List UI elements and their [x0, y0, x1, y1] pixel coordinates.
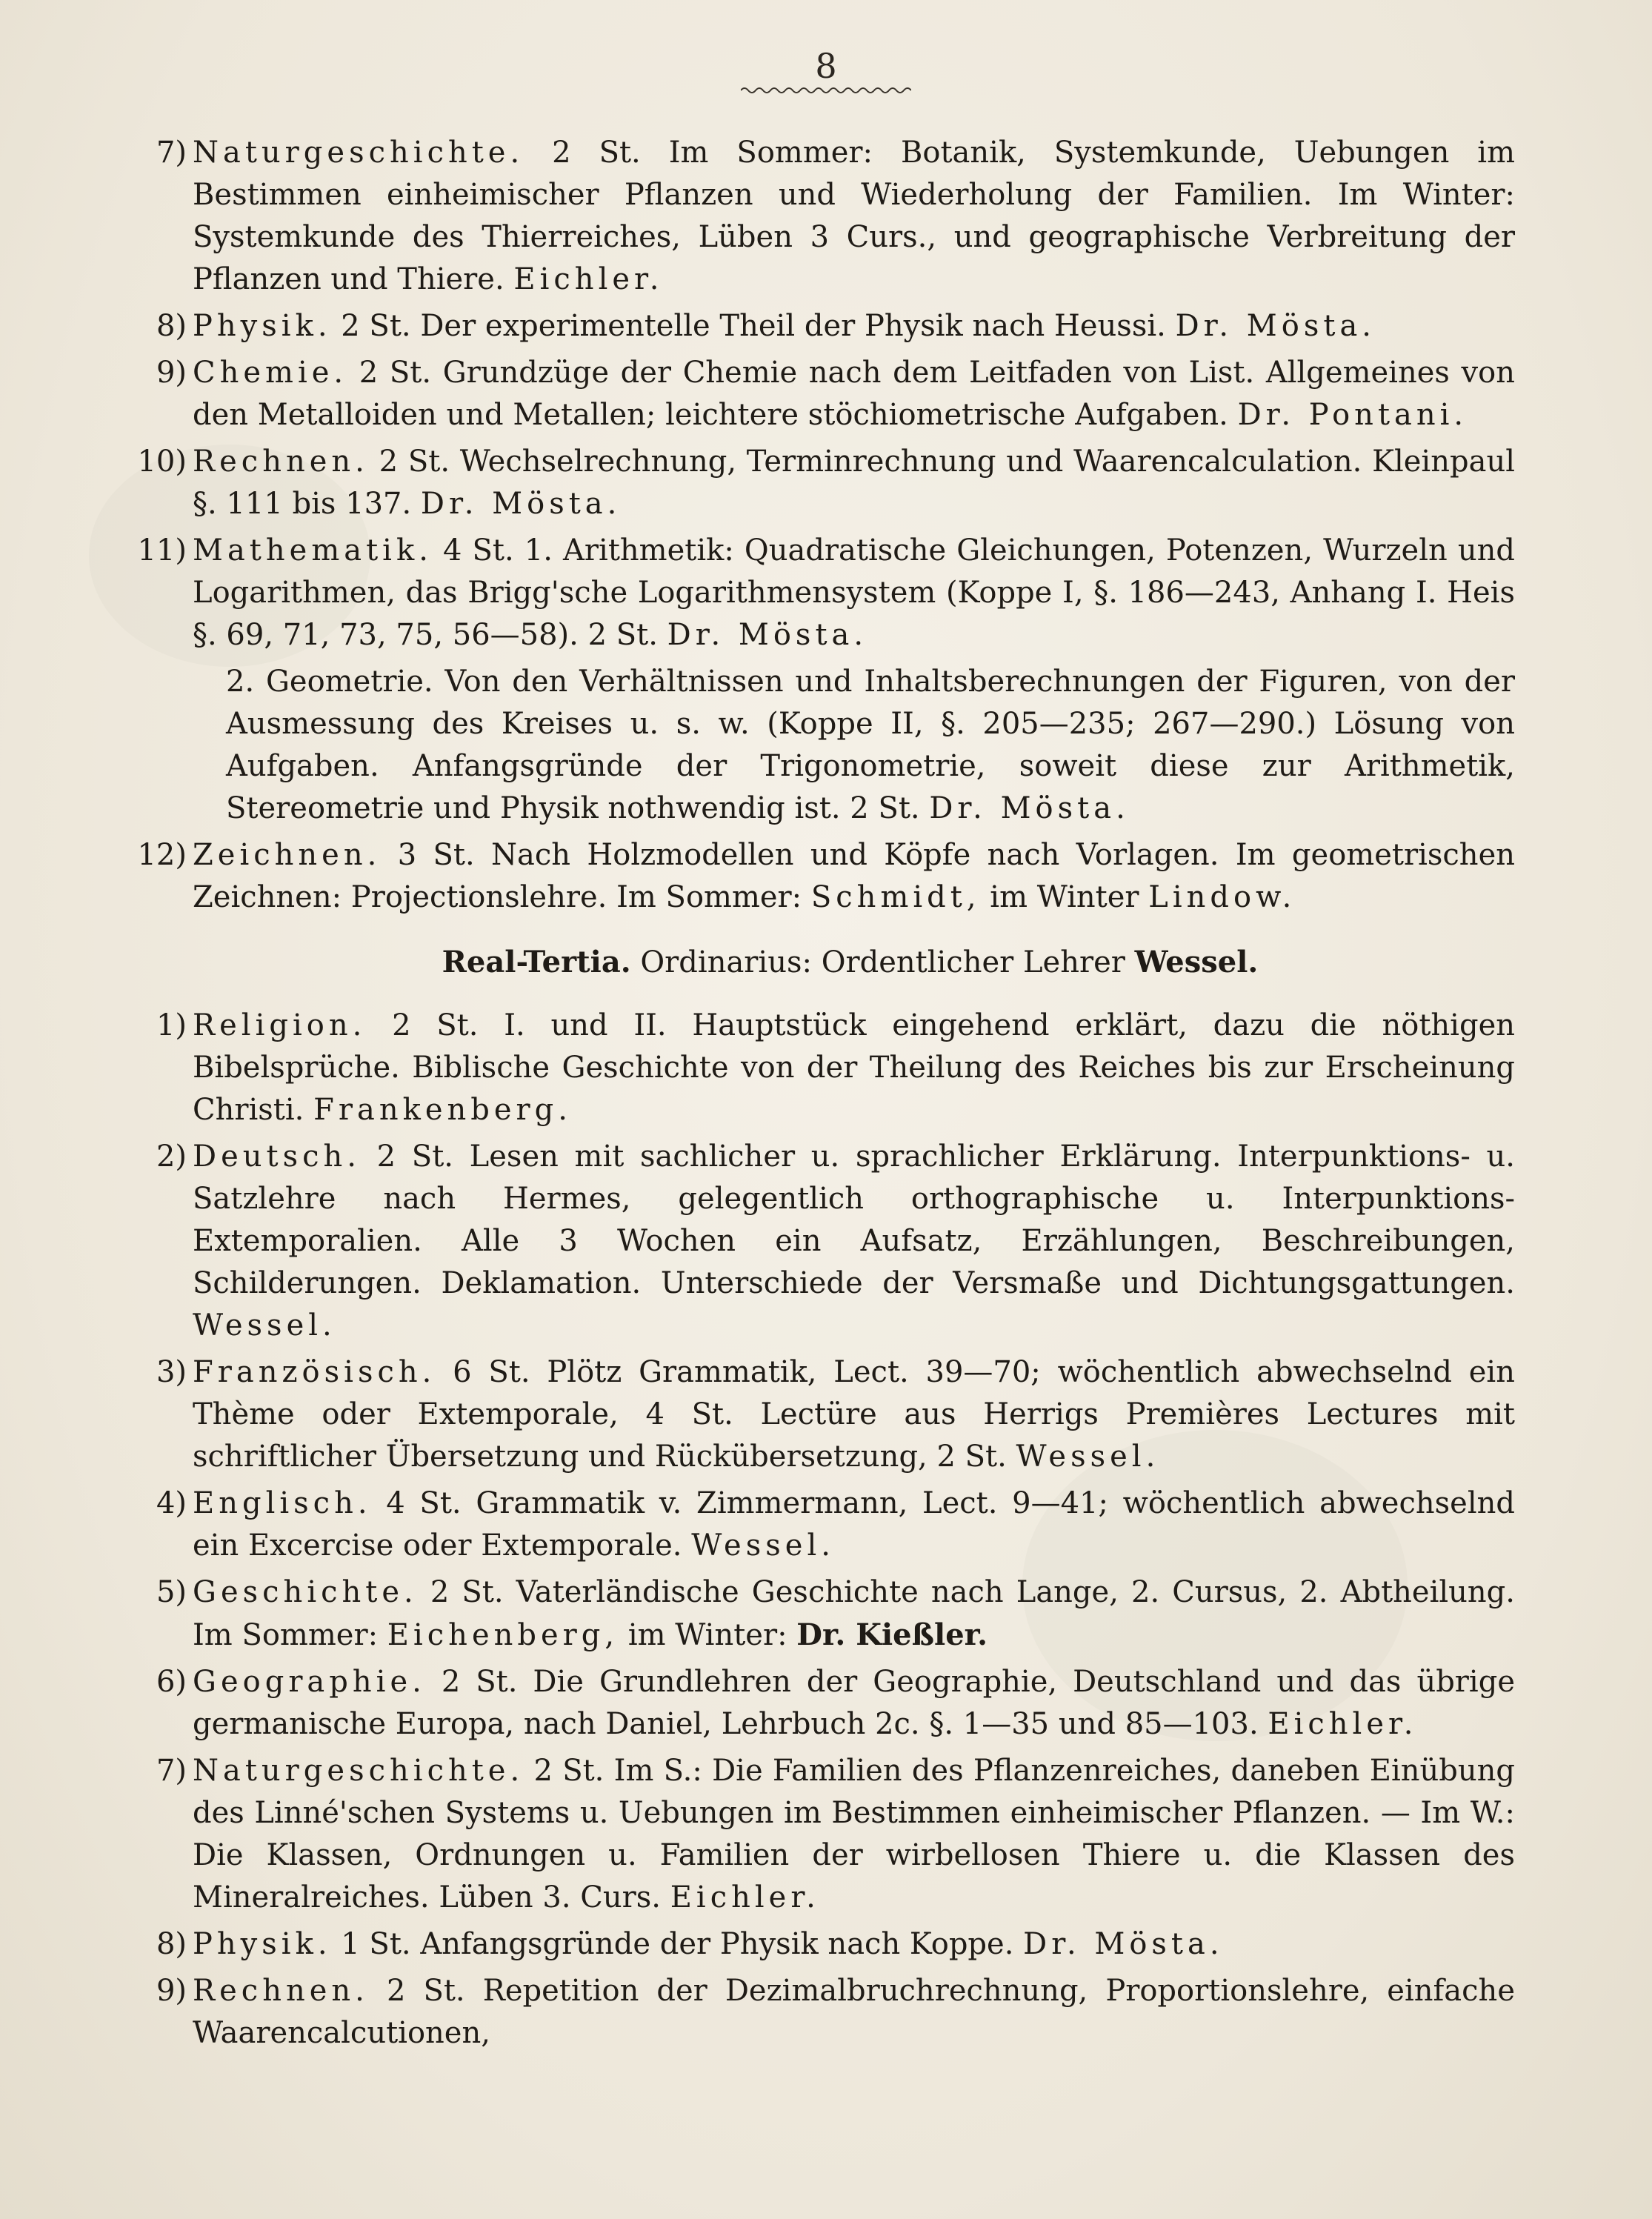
- ornament-divider: [0, 85, 1652, 96]
- entry-number: 3): [156, 1355, 187, 1389]
- entry-teacher: Dr. Mösta.: [420, 487, 622, 521]
- section-teacher: Wessel.: [1134, 945, 1259, 979]
- entry-number: 4): [156, 1486, 187, 1520]
- entry-naturgeschichte-tertia: [148, 1750, 1515, 1919]
- entry-subject: Englisch.: [193, 1486, 372, 1520]
- entry-teacher: Wessel.: [193, 1308, 336, 1343]
- entry-subject: Chemie.: [193, 356, 348, 390]
- entry-text: 2 St. Grundzüge der Chemie nach dem Leitfaden von List. Allgemeines von den Metalloiden und Metallen; leichtere stöchiometrische Aufgaben.: [193, 356, 1515, 432]
- entry-teacher: Eichler.: [670, 1880, 820, 1914]
- entry-teacher: Frankenberg.: [313, 1093, 572, 1127]
- entry-mathematik: [137, 530, 1515, 656]
- entry-geschichte: [148, 1571, 1515, 1657]
- entry-physik: [148, 305, 1515, 347]
- section-text: Ordinarius: Ordentlicher Lehrer: [640, 945, 1125, 979]
- entry-text: 3 St. Nach Holzmodellen und Köpfe nach Vorlagen. Im geometrischen Zeichnen: Projectionslehre. Im Sommer:: [193, 838, 1516, 914]
- entry-text: im Winter: [990, 880, 1139, 914]
- entry-religion: [148, 1005, 1515, 1131]
- entry-teacher: Dr. Pontani.: [1237, 398, 1468, 432]
- entry-number: 6): [156, 1665, 187, 1699]
- entry-teacher: Dr. Kießler.: [796, 1617, 987, 1652]
- body-text: [137, 132, 1516, 2059]
- entry-text: 2 St. Die Grundlehren der Geographie, Deutschland und das übrige germanische Europa, nach Daniel, Lehrbuch 2c. §. 1—35 und 85—103.: [193, 1665, 1515, 1741]
- entry-teacher: Dr. Mösta.: [1023, 1927, 1224, 1961]
- entry-text: 2 St. Der experimentelle Theil der Physik nach Heussi.: [341, 309, 1166, 343]
- entry-subject: Rechnen.: [193, 445, 369, 479]
- entry-number: 8): [156, 309, 187, 343]
- entry-teacher: Eichenberg,: [387, 1618, 619, 1652]
- entry-subject: Religion.: [193, 1008, 367, 1042]
- entry-teacher: Wessel.: [1016, 1440, 1160, 1474]
- entry-rechnen-tertia: [148, 1970, 1515, 2055]
- entry-number: 12): [137, 838, 187, 872]
- entry-chemie: [148, 352, 1515, 436]
- entry-physik-tertia: [148, 1923, 1515, 1966]
- entry-text: 4 St. Grammatik v. Zimmermann, Lect. 9—41; wöchentlich abwechselnd ein Excercise oder Extemporale.: [193, 1486, 1516, 1563]
- entry-number: 7): [156, 136, 187, 170]
- section-heading: [148, 941, 1515, 984]
- entry-number: 9): [156, 1974, 187, 2008]
- entry-subject: Geographie.: [193, 1665, 426, 1699]
- entry-number: 5): [156, 1575, 187, 1609]
- entry-number: 11): [137, 533, 187, 568]
- entry-franzoesisch: [148, 1351, 1515, 1478]
- entry-text: 2 St. I. und II. Hauptstück eingehend erklärt, dazu die nöthigen Bibelsprüche. Biblische Geschichte von der Theilung des Reiches bis zur Erscheinung Christi.: [193, 1008, 1516, 1127]
- page-number: 8: [815, 46, 837, 86]
- entry-number: 10): [137, 445, 187, 479]
- entry-number: 7): [156, 1754, 187, 1788]
- entry-text: im Winter:: [627, 1618, 787, 1652]
- entry-geometrie: [148, 661, 1515, 830]
- entry-subject: Zeichnen.: [193, 838, 382, 872]
- entry-text: 2 St. Im S.: Die Familien des Pflanzenreiches, daneben Einübung des Linné'schen Systems u. Uebungen im Bestimmen einheimischer Pflanzen. — Im W.: Die Klassen, Ordnungen u. Familien der wirbellosen Thiere u. die Klassen des Mineralreiches. Lüben 3. Curs.: [193, 1754, 1515, 1914]
- entry-subject: Mathematik.: [193, 533, 433, 568]
- entry-subject: Französisch.: [193, 1355, 436, 1389]
- entry-subject: Naturgeschichte.: [193, 1754, 524, 1788]
- entry-number: 2): [156, 1140, 187, 1174]
- entry-number: 9): [156, 356, 187, 390]
- entry-text: 1 St. Anfangsgründe der Physik nach Koppe.: [341, 1927, 1014, 1961]
- entry-text: 6 St. Plötz Grammatik, Lect. 39—70; wöchentlich abwechselnd ein Thème oder Extemporale, 4 St. Lectüre aus Herrigs Premières Lectures mit schriftlicher Übersetzung und Rückübersetzung, 2 St.: [193, 1355, 1515, 1474]
- entry-text: 2 St. Vaterländische Geschichte nach Lange, 2. Cursus, 2. Abtheilung. Im Sommer:: [193, 1575, 1516, 1652]
- entry-zeichnen: [137, 834, 1516, 919]
- entry-teacher: Dr. Mösta.: [1175, 309, 1376, 343]
- entry-text: 2 St. Repetition der Dezimalbruchrechnung, Proportionslehre, einfache Waarencalcutionen,: [193, 1974, 1515, 2050]
- entry-subject: Geschichte.: [193, 1575, 418, 1609]
- entry-text: 2. Geometrie. Von den Verhältnissen und Inhaltsberechnungen der Figuren, von der Ausmessung des Kreises u. s. w. (Koppe II, §. 205—235; 267—290.) Lösung von Aufgaben. Anfangsgründe der Trigonometrie, soweit diese zur Arithmetik, Stereometrie und Physik nothwendig ist. 2 St.: [226, 665, 1515, 825]
- entry-englisch: [148, 1483, 1515, 1567]
- wave-ornament-icon: [741, 85, 911, 96]
- entry-teacher: Eichler.: [513, 262, 664, 296]
- entry-subject: Rechnen.: [193, 1974, 369, 2008]
- entry-number: 1): [156, 1008, 187, 1042]
- entry-geographie: [148, 1661, 1515, 1746]
- entry-teacher: Lindow.: [1148, 880, 1296, 914]
- entry-teacher: Dr. Mösta.: [667, 618, 868, 652]
- entry-deutsch: [148, 1136, 1515, 1347]
- entry-naturgeschichte: [148, 132, 1515, 301]
- entry-rechnen: [137, 441, 1515, 525]
- entry-text: 2 St. Lesen mit sachlicher u. sprachlicher Erklärung. Interpunktions- u. Satzlehre nach Hermes, gelegentlich orthographische u. Interpunktions-Extemporalien. Alle 3 Wochen ein Aufsatz, Erzählungen, Beschreibungen, Schilderungen. Deklamation. Unterschiede der Versmaße und Dichtungsgattungen.: [193, 1140, 1516, 1300]
- entry-teacher: Dr. Mösta.: [929, 791, 1130, 825]
- entry-teacher: Schmidt,: [810, 880, 981, 914]
- entry-text: 2 St. Wechselrechnung, Terminrechnung und Waarencalculation. Kleinpaul §. 111 bis 137.: [193, 445, 1515, 521]
- entry-teacher: Wessel.: [691, 1528, 835, 1563]
- entry-text: 2 St. Im Sommer: Botanik, Systemkunde, Uebungen im Bestimmen einheimischer Pflanzen und Wiederholung der Familien. Im Winter: Systemkunde des Thierreiches, Lüben 3 Curs., und geographische Verbreitung der Pflanzen und Thiere.: [193, 136, 1516, 296]
- entry-teacher: Eichler.: [1268, 1707, 1418, 1741]
- entry-number: 8): [156, 1927, 187, 1961]
- entry-subject: Naturgeschichte.: [193, 136, 524, 170]
- entry-subject: Deutsch.: [193, 1140, 361, 1174]
- section-title: Real-Tertia.: [442, 945, 631, 979]
- entry-subject: Physik.: [193, 309, 332, 343]
- entry-text: 4 St. 1. Arithmetik: Quadratische Gleichungen, Potenzen, Wurzeln und Logarithmen, das Brigg'sche Logarithmensystem (Koppe I, §. 186—243, Anhang I. Heis §. 69, 71, 73, 75, 56—58). 2 St.: [193, 533, 1515, 652]
- entry-subject: Physik.: [193, 1927, 332, 1961]
